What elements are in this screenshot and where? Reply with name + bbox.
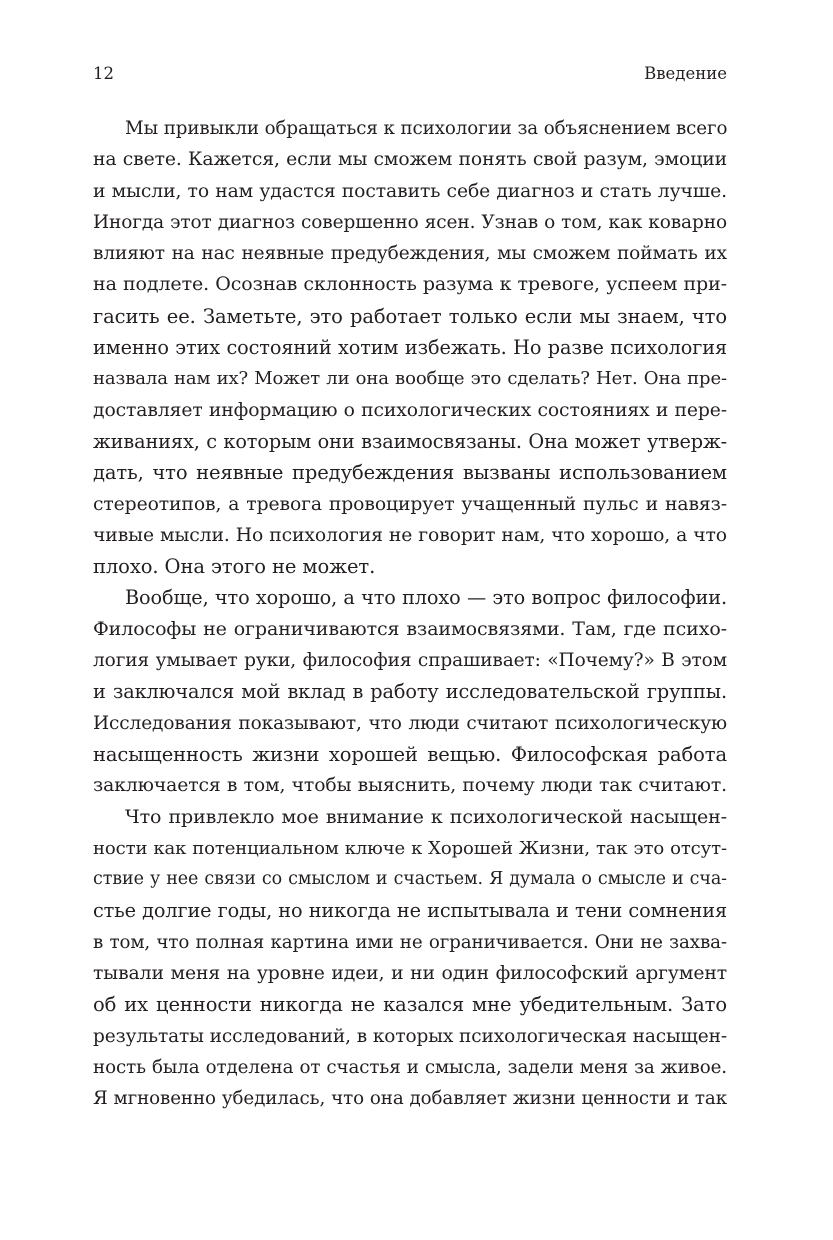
- text-line: Иногда этот диагноз совершенно ясен. Узнав о том, как коварно: [93, 211, 727, 233]
- text-line: плохо. Она этого не может.: [93, 555, 376, 579]
- text-line: стье долгие годы, но никогда не испытывала и тени сомнения: [93, 899, 727, 923]
- text-line: дать, что неявные предубеждения вызваны использованием: [93, 461, 727, 485]
- text-line: живаниях, с которым они взаимосвязаны. Она может утверж-: [93, 429, 727, 453]
- text-line: чивые мысли. Но психология не говорит нам, что хорошо, а что: [93, 524, 727, 546]
- text-line: заключается в том, чтобы выяснить, почему люди так считают.: [93, 775, 727, 797]
- text-line: тывали меня на уровне идеи, и ни один философский аргумент: [93, 963, 727, 985]
- running-head: Введение: [644, 64, 727, 83]
- text-line: на подлете. Осознав склонность разума к тревоге, успеем при-: [93, 273, 727, 296]
- text-line: результаты исследований, в которых психологическая насыщен-: [93, 1025, 727, 1047]
- paragraph-3: [93, 802, 727, 1115]
- text-line: Философы не ограничиваются взаимосвязями. Там, где психо-: [93, 617, 727, 640]
- text-line: назвала нам их? Может ли она вообще это сделать? Нет. Она пре-: [93, 368, 727, 390]
- text-line: стереотипов, а тревога провоцирует учащенный пульс и навяз-: [93, 493, 727, 515]
- text-line: доставляет информацию о психологических состояниях и пере-: [93, 399, 727, 421]
- text-line: логия умывает руки, философия спрашивает: «Почему?» В этом: [93, 650, 727, 672]
- text-line: ности как потенциальном ключе к Хорошей Жизни, так это отсут-: [93, 837, 727, 859]
- text-line: влияют на нас неявные предубеждения, мы сможем поймать их: [93, 243, 727, 265]
- text-line: именно этих состояний хотим избежать. Но разве психология: [93, 336, 727, 360]
- text-line: гасить ее. Заметьте, это работает только если мы знаем, что: [93, 304, 727, 328]
- page-header: [93, 62, 727, 86]
- text-line: Вообще, что хорошо, а что плохо — это вопрос философии.: [125, 586, 727, 610]
- text-line: в том, что полная картина ими не ограничивается. Они не захва-: [93, 931, 727, 953]
- paragraph-1: [93, 113, 727, 582]
- text-line: ствие у нее связи со смыслом и счастьем. Я думала о смысле и сча-: [93, 869, 727, 890]
- paragraph-2: [93, 582, 727, 801]
- text-line: ность была отделена от счастья и смысла, задели меня за живое.: [93, 1056, 727, 1078]
- text-line: на свете. Кажется, если мы сможем понять свой разум, эмоции: [93, 149, 727, 171]
- text-line: об их ценности никогда не казался мне убедительным. Зато: [93, 993, 727, 1017]
- text-line: Исследования показывают, что люди считают психологическую: [93, 712, 727, 734]
- text-line: и мысли, то нам удастся поставить себе диагноз и стать лучше.: [93, 180, 727, 202]
- text-line: и заключался мой вклад в работу исследовательской группы.: [93, 680, 727, 704]
- page-number: 12: [93, 64, 114, 83]
- text-line: насыщенность жизни хорошей вещью. Философская работа: [93, 742, 727, 766]
- text-line: Что привлекло мое внимание к психологической насыщен-: [125, 805, 727, 828]
- text-line: Я мгновенно убедилась, что она добавляет жизни ценности и так: [93, 1088, 727, 1110]
- text-line: Мы привыкли обращаться к психологии за объяснением всего: [125, 118, 728, 139]
- body-text: [93, 113, 727, 1115]
